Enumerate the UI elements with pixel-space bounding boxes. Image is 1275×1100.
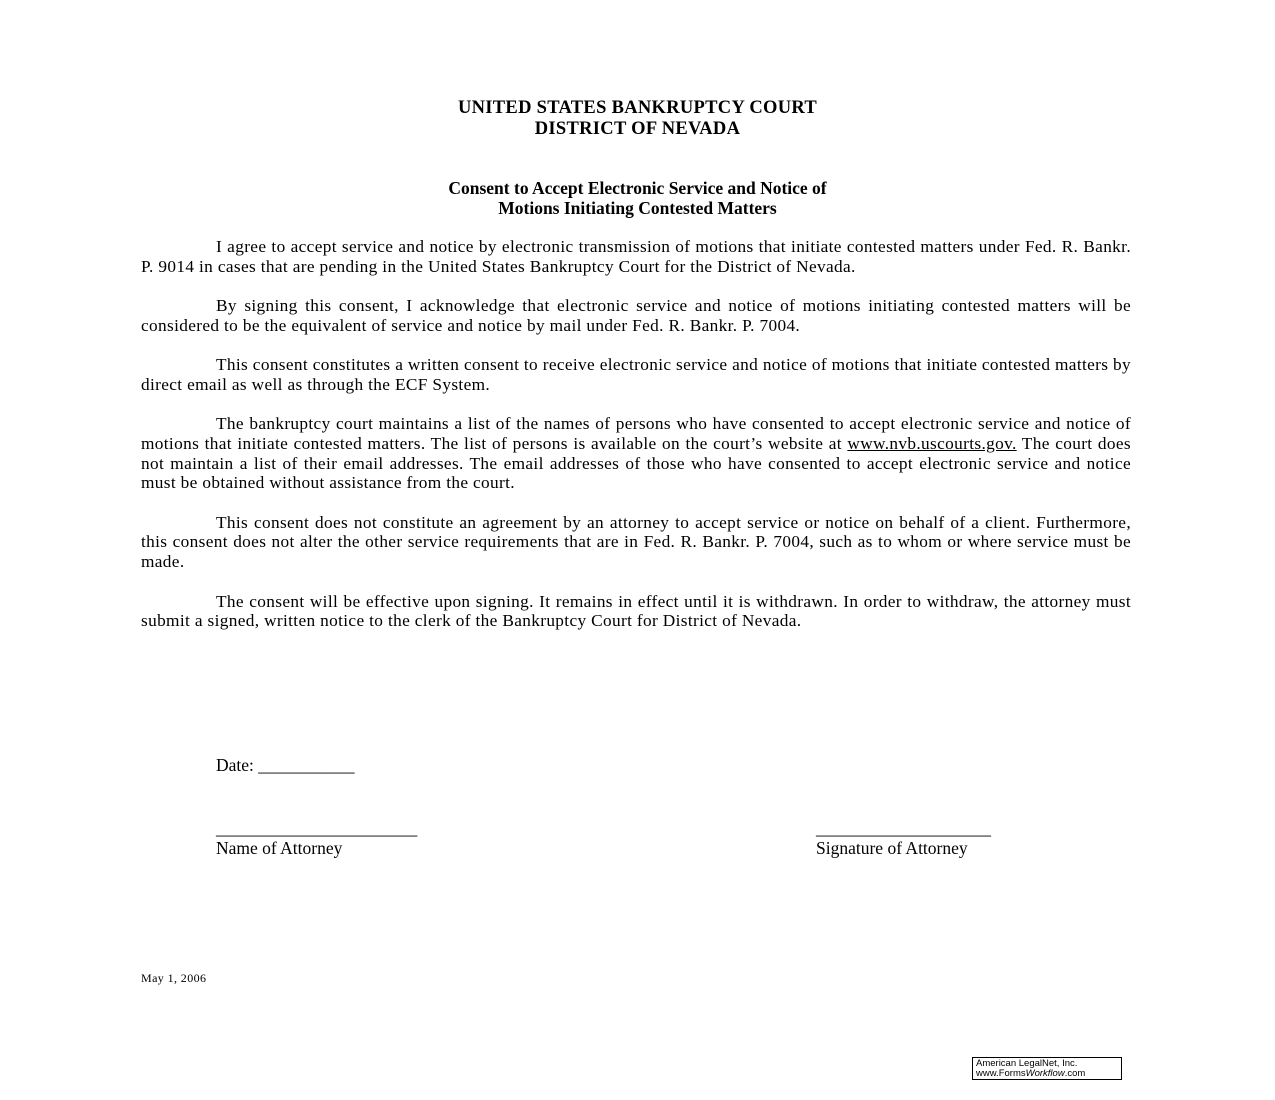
publisher-url-part-c: .com: [1064, 1068, 1086, 1079]
paragraph-consent-list: [141, 414, 1131, 493]
form-title-line-2: Motions Initiating Contested Matters: [498, 198, 777, 218]
attorney-signature-block: [816, 818, 991, 858]
attorney-name-label: Name of Attorney: [216, 838, 343, 858]
paragraph-agreement: I agree to accept service and notice by electronic transmission of motions that initiate contested matters under Fed. R. Bankr. P. 9014 in cases that are pending in the United States Bankruptcy Court for the District of Nevada.: [141, 237, 1131, 276]
paragraph-acknowledgement: By signing this consent, I acknowledge that electronic service and notice of motions initiating contested matters will be considered to be the equivalent of service and notice by mail under Fed. R. Bankr. P. 7004.: [141, 296, 1131, 335]
paragraph-consent-list-text-b: The court does not maintain a list of their email addresses. The email addresses of those who have consented to accept electronic service and notice must be obtained without assistance from the court.: [141, 433, 1131, 493]
paragraph-effective: The consent will be effective upon signing. It remains in effect until it is withdrawn. In order to withdraw, the attorney must submit a signed, written notice to the clerk of the Bankruptcy Court for District of Nevada.: [141, 591, 1131, 631]
form-title: [0, 178, 1275, 218]
paragraph-limitations: This consent does not constitute an agreement by an attorney to accept service or notice on behalf of a client. Furthermore, this consent does not alter the other service requirements that are in Fed. R. Bankr. P. 7004, such as to whom or where service must be made.: [141, 512, 1131, 572]
attorney-signature-line[interactable]: ____________________: [816, 818, 991, 838]
publisher-badge: [972, 1057, 1122, 1080]
publisher-url-part-b: Workflow: [1025, 1068, 1065, 1079]
date-field[interactable]: [216, 755, 355, 775]
court-heading: [0, 98, 1275, 140]
attorney-signature-label: Signature of Attorney: [816, 838, 968, 858]
attorney-name-line[interactable]: _______________________: [216, 818, 418, 838]
publisher-url: [976, 1069, 1118, 1079]
court-district: DISTRICT OF NEVADA: [534, 119, 741, 139]
court-name: UNITED STATES BANKRUPTCY COURT: [457, 98, 818, 118]
date-blank[interactable]: ___________: [258, 755, 355, 775]
court-website-link[interactable]: www.nvb.uscourts.gov.: [847, 433, 1017, 453]
form-title-line-1: Consent to Accept Electronic Service and Notice of: [448, 178, 827, 198]
paragraph-written-consent: This consent constitutes a written consent to receive electronic service and notice of motions that initiate contested matters by direct email as well as through the ECF System.: [141, 355, 1131, 394]
publisher-url-part-a: www.Forms: [976, 1068, 1026, 1079]
consent-body: [141, 237, 1131, 651]
attorney-name-block: [216, 818, 417, 858]
publisher-name: American LegalNet, Inc.: [976, 1058, 1078, 1069]
paragraph-consent-list-text-a: The bankruptcy court maintains a list of the names of persons who have consented to accept electronic service and notice of motions that initiate contested matters. The list of persons is available on the court’s website at: [141, 414, 1131, 453]
date-label: Date:: [216, 755, 259, 775]
revision-date: May 1, 2006: [141, 971, 207, 985]
